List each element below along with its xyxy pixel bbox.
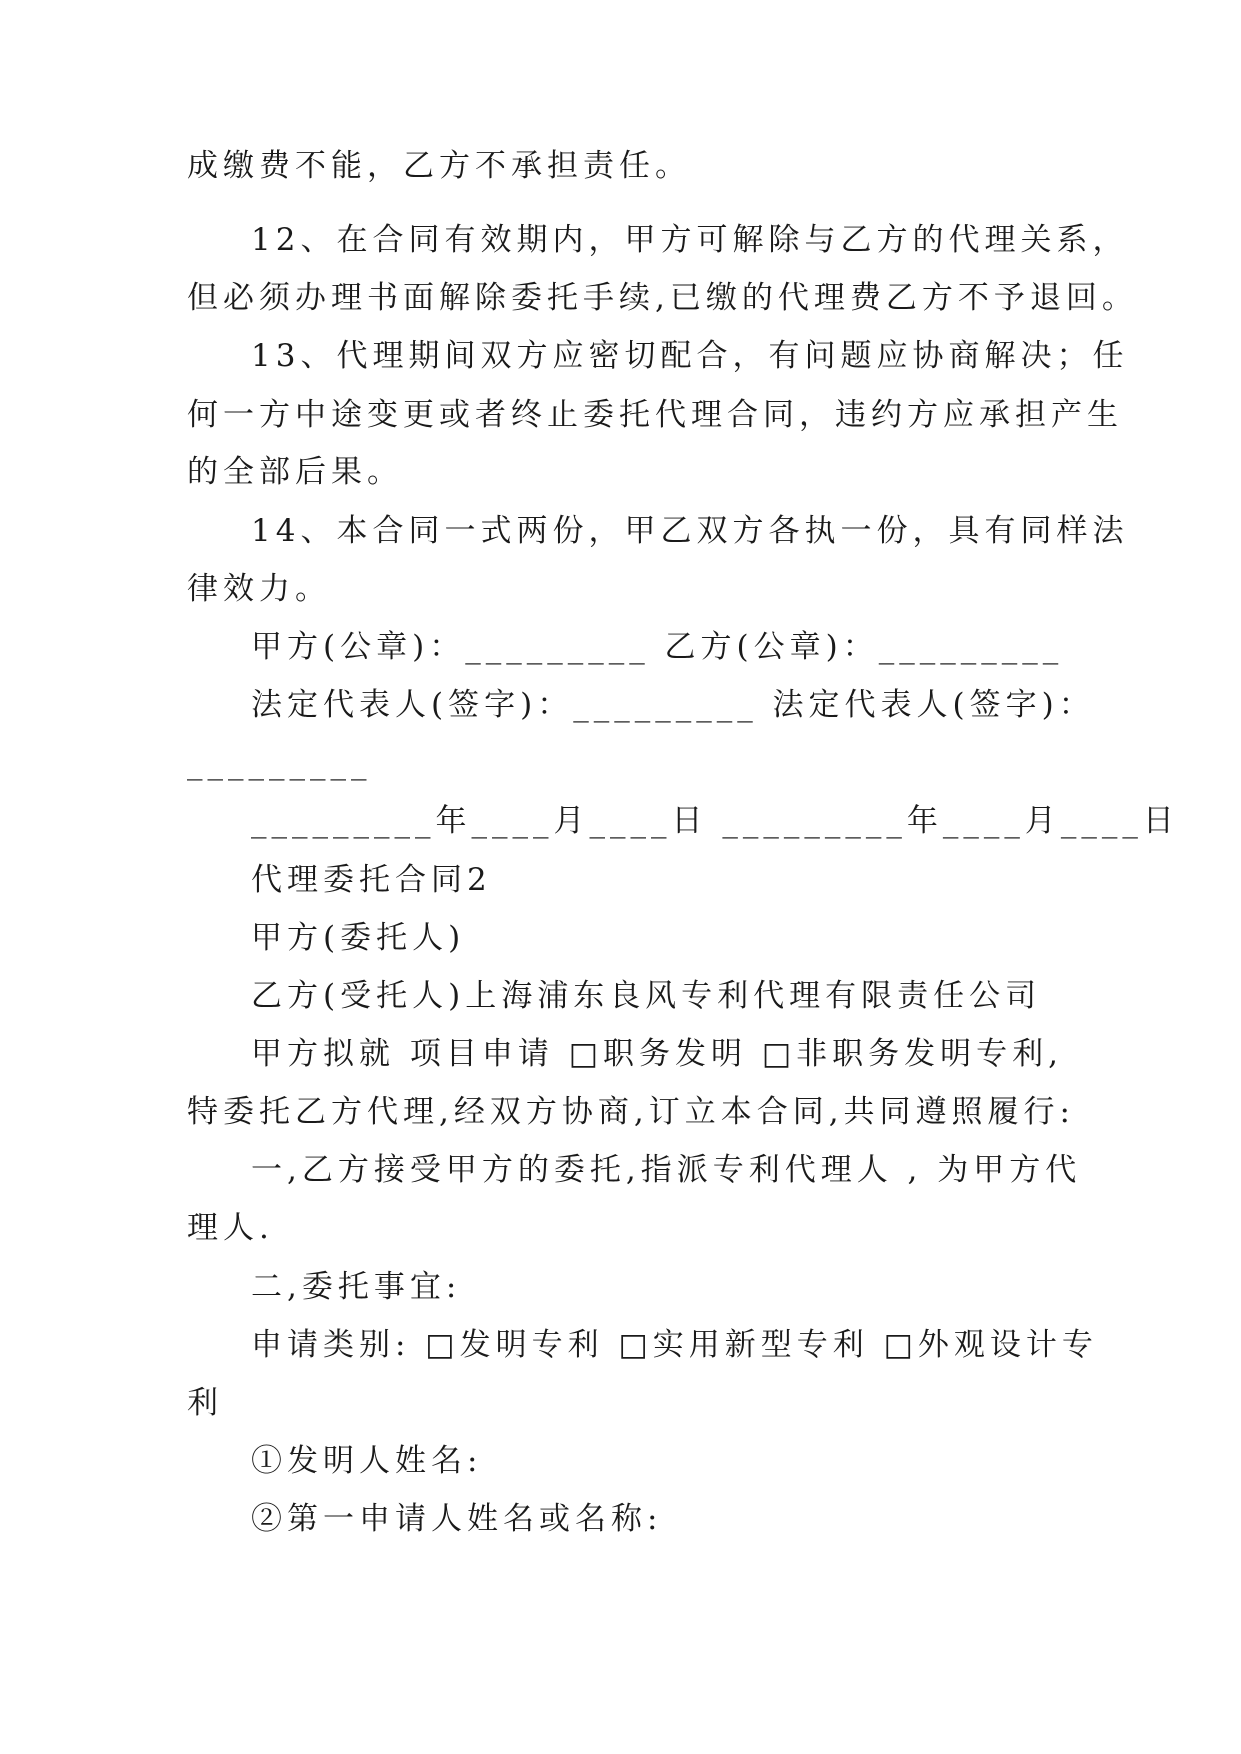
- text-line: 二,委托事宜:: [251, 1269, 462, 1305]
- signature-blank: _________: [187, 745, 372, 781]
- text-line: 14、本合同一式两份，甲乙双方各执一份，具有同样法: [251, 513, 1129, 549]
- text-line: 何一方中途变更或者终止委托代理合同，违约方应承担产生: [187, 397, 1123, 433]
- text-line: 甲方拟就 项目申请 □职务发明 □非职务发明专利,: [251, 1036, 1063, 1072]
- text-line: ②第一申请人姓名或名称:: [251, 1501, 663, 1537]
- text-line: 13、代理期间双方应密切配合，有问题应协商解决；任: [251, 338, 1129, 374]
- text-line: 理人.: [187, 1210, 274, 1246]
- section-title: 代理委托合同2: [251, 862, 492, 898]
- text-line: 利: [187, 1385, 223, 1421]
- text-line: 12、在合同有效期内，甲方可解除与乙方的代理关系，: [251, 222, 1129, 258]
- date-line: _________年____月____日 _________年____月____日: [251, 803, 1179, 839]
- text-line: 的全部后果。: [187, 454, 403, 490]
- text-line: 乙方(受托人)上海浦东良风专利代理有限责任公司: [251, 978, 1042, 1014]
- text-line: 一,乙方接受甲方的委托,指派专利代理人 , 为甲方代: [251, 1152, 1082, 1188]
- text-line: 律效力。: [187, 571, 331, 607]
- text-line: 成缴费不能，乙方不承担责任。: [187, 148, 691, 184]
- signature-line: 甲方(公章)：_________ 乙方(公章)：_________: [251, 629, 1064, 665]
- text-line: 甲方(委托人): [251, 920, 466, 956]
- text-line: 特委托乙方代理,经双方协商,订立本合同,共同遵照履行:: [187, 1094, 1076, 1130]
- text-line: 但必须办理书面解除委托手续,已缴的代理费乙方不予退回。: [187, 280, 1138, 316]
- text-line: 申请类别: □发明专利 □实用新型专利 □外观设计专: [251, 1327, 1098, 1363]
- signature-line: 法定代表人(签字)：_________ 法定代表人(签字)：: [251, 687, 1095, 723]
- text-line: ①发明人姓名:: [251, 1443, 483, 1479]
